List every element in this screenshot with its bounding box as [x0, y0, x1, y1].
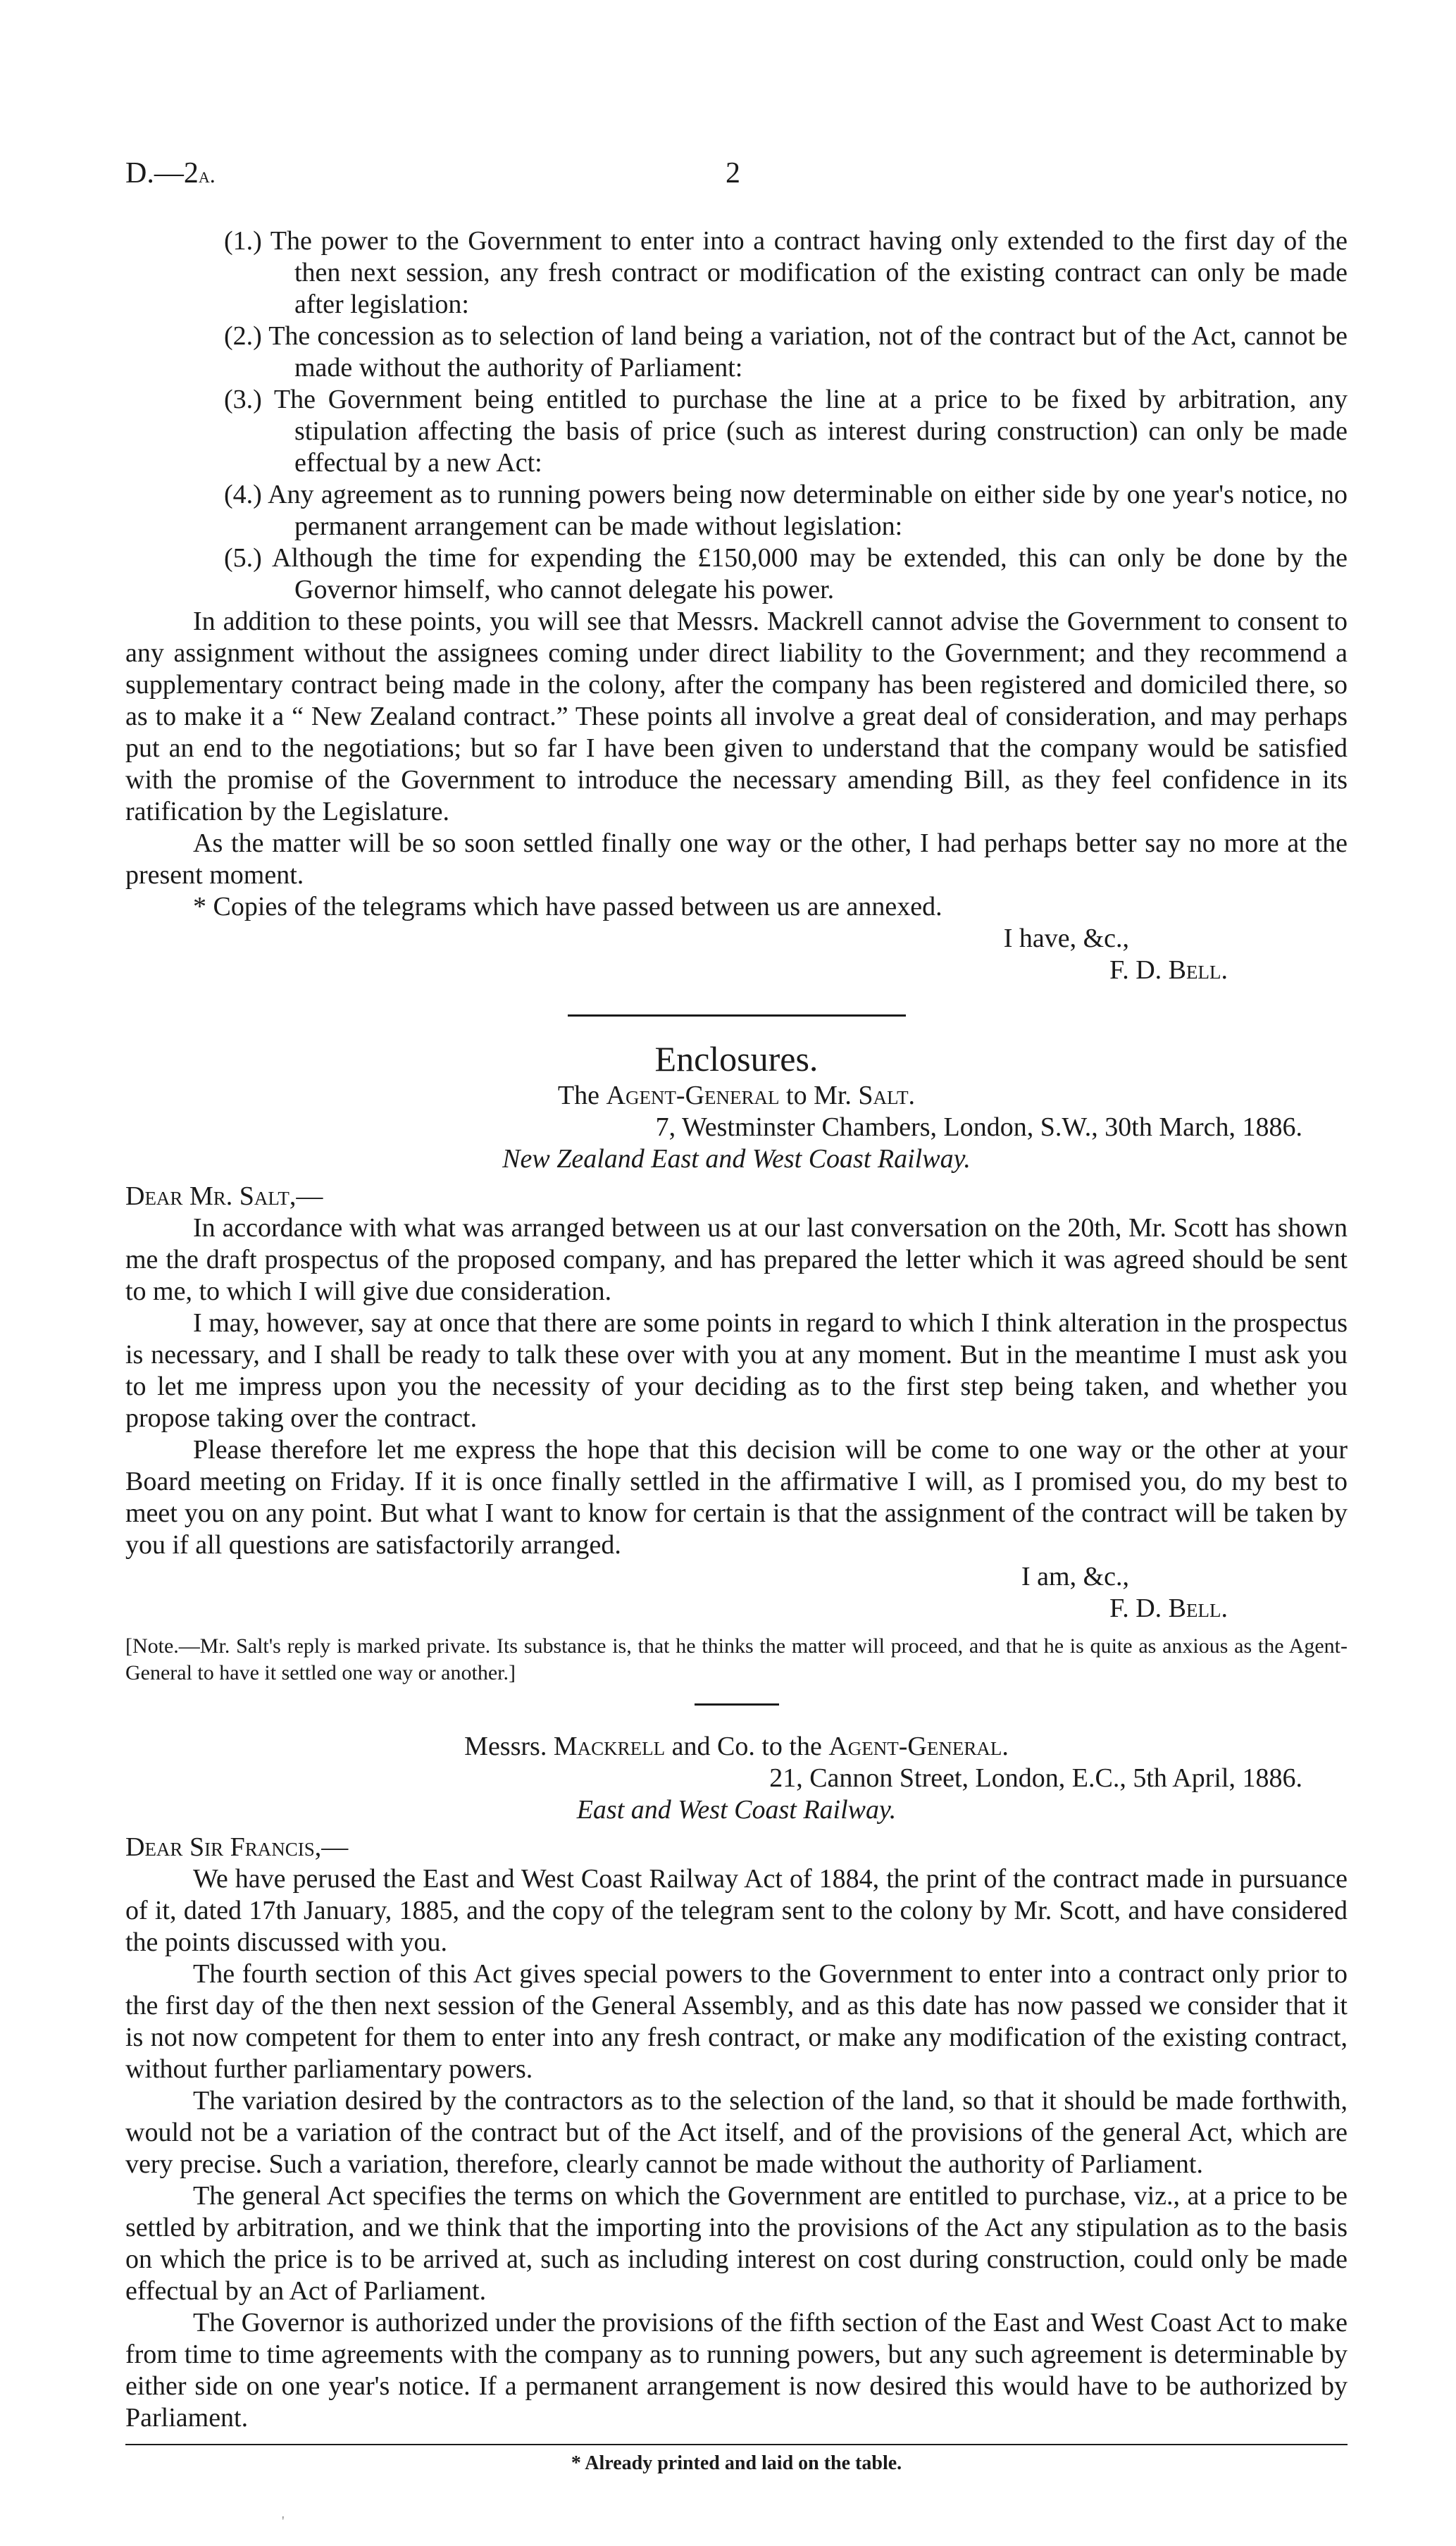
- enclosures-heading: Enclosures.: [654, 1039, 819, 1079]
- body-paragraph: The variation desired by the contractors as to the selection of the land, so that it should be made forthwith, would not be a variation of the contract but of the Act itself, and of the provisions of the general Act, which are very precise. Such a variation, therefore, clearly cannot be made without the authority of Parliament.: [125, 2086, 1348, 2179]
- divider: [695, 1703, 779, 1706]
- signature: F. D. Bell.: [1109, 1594, 1228, 1623]
- footnote-rule: [125, 2444, 1348, 2445]
- signature: F. D. Bell.: [1109, 955, 1228, 985]
- divider: [568, 1014, 906, 1017]
- body-paragraph: The Governor is authorized under the provisions of the fifth section of the East and West Coast Act to make from time to time agreements with the company as to running powers, but any such agreement is determinable by either side on one year's notice. If a permanent arrangement is now desired this would have to be authorized by Parliament.: [125, 2308, 1348, 2433]
- closing-line: I am, &c.,: [1021, 1562, 1129, 1591]
- letter-address: 7, Westminster Chambers, London, S.W., 30th March, 1886.: [655, 1112, 1302, 1142]
- footnote: * Already printed and laid on the table.: [571, 2452, 902, 2474]
- page-number: 2: [726, 157, 740, 190]
- stray-mark: ': [282, 2514, 285, 2529]
- enclosure-title: The Agent-General to Mr. Salt.: [557, 1081, 916, 1110]
- list-item: (3.) The Government being entitled to purchase the line at a price to be fixed by arbitration, any stipulation affecting the basis of price (such as interest during construction) can only be made effectual by a new Act:: [224, 385, 1348, 478]
- body-paragraph: We have perused the East and West Coast Railway Act of 1884, the print of the contract made in pursuance of it, dated 17th January, 1885, and the copy of the telegram sent to the colony by Mr. Scott, and have considered the points discussed with you.: [125, 1864, 1348, 1957]
- body-paragraph: The general Act specifies the terms on which the Government are entitled to purchase, viz., at a price to be settled by arbitration, and we think that the importing into the provisions of the Act any stipulation as to the basis on which the price is to be arrived at, such as including interest on cost during construction, could only be made effectual by an Act of Parliament.: [125, 2181, 1348, 2306]
- editorial-note: [Note.—Mr. Salt's reply is marked private. Its substance is, that he thinks the matter will proceed, and that he is quite as anxious as the Agent-General to have it settled one way or another.]: [125, 1634, 1348, 1684]
- letter-address: 21, Cannon Street, London, E.C., 5th April, 1886.: [769, 1763, 1302, 1793]
- enclosure-title: Messrs. Mackrell and Co. to the Agent-General.: [464, 1732, 1009, 1761]
- body-paragraph: Please therefore let me express the hope that this decision will be come to one way or the other at your Board meeting on Friday. If it is once finally settled in the affirmative I will, as I promised you, do my best to meet you on any point. But what I want to know for certain is that the assignment of the contract will be taken by you if all questions are satisfactorily arranged.: [125, 1435, 1348, 1560]
- list-item: (1.) The power to the Government to enter into a contract having only extended to the first day of the then next session, any fresh contract or modification of the existing contract can only be made after legislation:: [224, 226, 1348, 319]
- list-item: (4.) Any agreement as to running powers being now determinable on either side by one year's notice, no permanent arrangement can be made without legislation:: [224, 480, 1348, 541]
- letter-subject: New Zealand East and West Coast Railway.: [502, 1144, 971, 1174]
- body-paragraph: I may, however, say at once that there are some points in regard to which I think alteration in the prospectus is necessary, and I shall be ready to talk these over with you at any moment. But in the meantime I must ask you to let me impress upon you the necessity of your deciding as to the first step being taken, and whether you propose taking over the contract.: [125, 1308, 1348, 1433]
- page-body: [125, 225, 1348, 2476]
- body-paragraph: In accordance with what was arranged between us at our last conversation on the 20th, Mr. Scott has shown me the draft prospectus of the proposed company, and has prepared the letter which it was agreed should be sent to me, to which I will give due consideration.: [125, 1213, 1348, 1306]
- body-paragraph: As the matter will be so soon settled finally one way or the other, I had perhaps better say no more at the present moment.: [125, 828, 1348, 890]
- salutation: Dear Mr. Salt,—: [125, 1181, 323, 1211]
- body-paragraph: * Copies of the telegrams which have passed between us are annexed.: [193, 892, 942, 921]
- letter-subject: East and West Coast Railway.: [576, 1795, 897, 1825]
- list-item: (2.) The concession as to selection of land being a variation, not of the contract but of the Act, cannot be made without the authority of Parliament:: [224, 321, 1348, 383]
- closing-line: I have, &c.,: [1003, 924, 1129, 953]
- salutation: Dear Sir Francis,—: [125, 1832, 349, 1862]
- body-paragraph: In addition to these points, you will see that Messrs. Mackrell cannot advise the Government to consent to any assignment without the assignees coming under direct liability to the Government; and they recommend a supplementary contract being made in the colony, after the company has been registered and domiciled there, so as to make it a “ New Zealand contract.” These points all involve a great deal of consideration, and may perhaps put an end to the negotiations; but so far I have been given to understand that the company would be satisfied with the promise of the Government to introduce the necessary amending Bill, as they feel confidence in its ratification by the Legislature.: [125, 607, 1348, 826]
- body-paragraph: The fourth section of this Act gives special powers to the Government to enter into a contract only prior to the first day of the then next session of the General Assembly, and as this date has now passed we consider that it is not now competent for them to enter into any fresh contract, or make any modification of the existing contract, without further parliamentary powers.: [125, 1959, 1348, 2084]
- list-item: (5.) Although the time for expending the £150,000 may be extended, this can only be done by the Governor himself, who cannot delegate his power.: [224, 543, 1348, 604]
- paper-code: D.—2a.: [125, 157, 216, 190]
